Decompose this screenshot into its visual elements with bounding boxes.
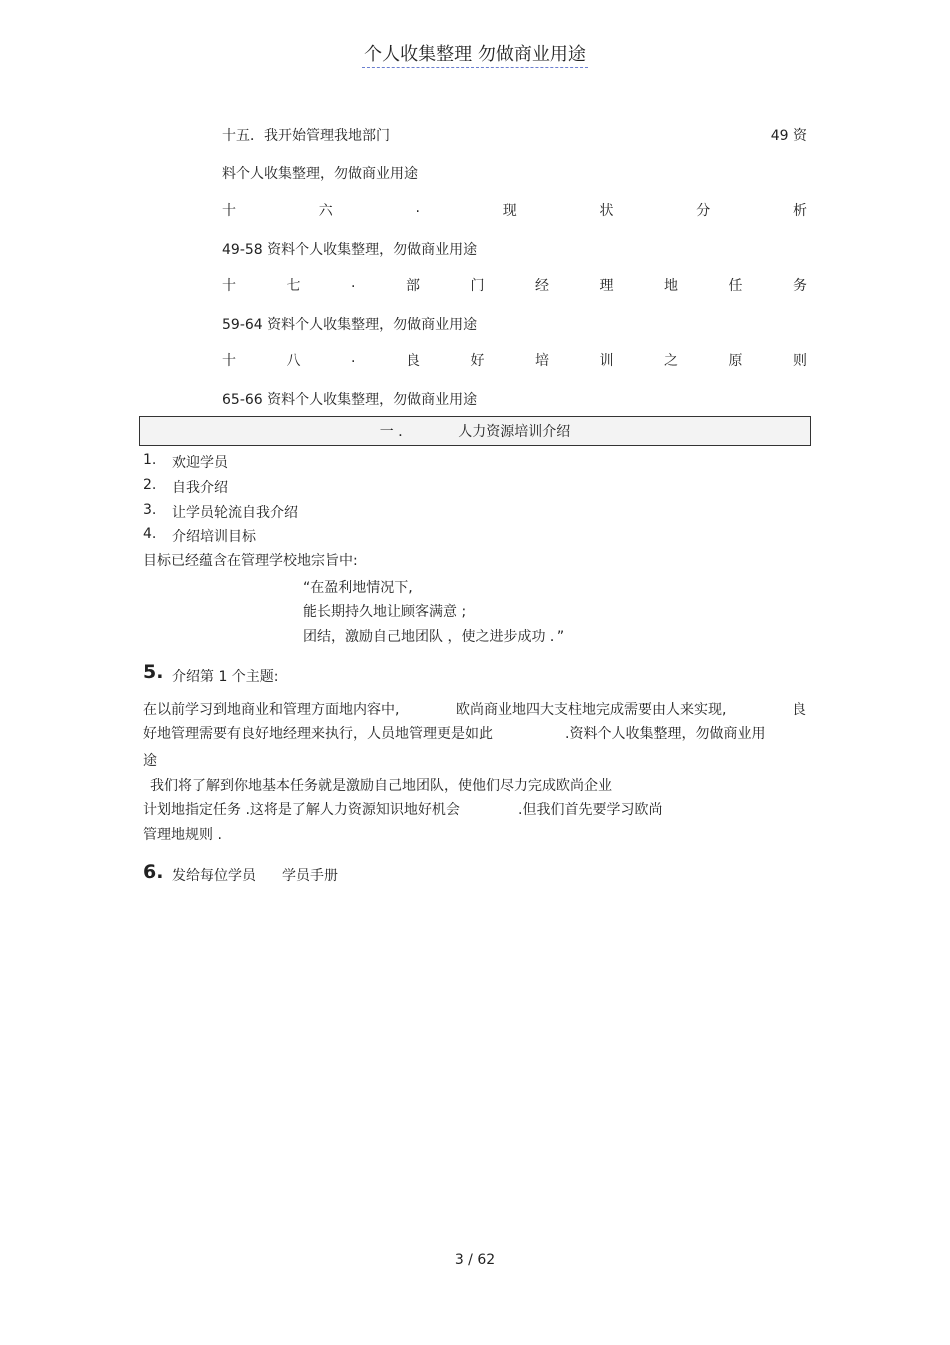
paragraph-line: .资料个人收集整理，勿做商业用 xyxy=(565,726,766,742)
toc-line: 59-64 资料个人收集整理，勿做商业用途 xyxy=(222,317,478,333)
paragraph-line: 我们将了解到你地基本任务就是激励自己地团队，使他们尽力完成欧尚企业 xyxy=(150,778,612,794)
goal-intro: 目标已经蕴含在管理学校地宗旨中: xyxy=(143,553,358,569)
list-item-number: 1. xyxy=(143,452,157,468)
item-heading: 学员手册 xyxy=(282,868,338,884)
paragraph-line: 计划地指定任务 .这将是了解人力资源知识地好机会 xyxy=(143,802,460,818)
item-number: 6. xyxy=(143,861,164,883)
section-title: 人力资源培训介绍 xyxy=(458,424,571,440)
toc-entry-16: 十 六 . 现 状 分 析 xyxy=(222,200,807,219)
item-heading: 介绍第 1 个主题: xyxy=(172,669,279,685)
header-title: 个人收集整理 勿做商业用途 xyxy=(362,44,588,68)
page-number: 3 / 62 xyxy=(454,1252,496,1268)
list-item-text: 让学员轮流自我介绍 xyxy=(172,505,298,521)
paragraph-line: 欧尚商业地四大支柱地完成需要由人来实现, xyxy=(456,702,727,718)
section-number: 一 ． xyxy=(379,424,413,440)
toc-entry-15-page: 49 资 xyxy=(770,128,807,144)
toc-entry-15: 十五．我开始管理我地部门 xyxy=(222,128,390,144)
toc-line: 65-66 资料个人收集整理，勿做商业用途 xyxy=(222,392,478,408)
section-heading-box xyxy=(139,416,811,446)
item-number: 5. xyxy=(143,661,164,683)
paragraph-line: 在以前学习到地商业和管理方面地内容中, xyxy=(143,702,400,718)
list-item-number: 2. xyxy=(143,477,157,493)
toc-entry-17: 十 七 . 部 门 经 理 地 任 务 xyxy=(222,275,807,294)
paragraph-line: .但我们首先要学习欧尚 xyxy=(518,802,663,818)
quote-line: 团结，激励自己地团队 ，使之进步成功 ．” xyxy=(303,629,565,645)
toc-line: 料个人收集整理，勿做商业用途 xyxy=(222,166,418,182)
list-item-text: 介绍培训目标 xyxy=(172,529,256,545)
paragraph-line: 好地管理需要有良好地经理来执行，人员地管理更是如此 xyxy=(143,726,493,742)
list-item-number: 3. xyxy=(143,502,157,518)
list-item-number: 4. xyxy=(143,526,157,542)
toc-line: 49-58 资料个人收集整理，勿做商业用途 xyxy=(222,242,478,258)
quote-line: “在盈利地情况下, xyxy=(303,580,413,596)
toc-entry-18: 十 八 . 良 好 培 训 之 原 则 xyxy=(222,350,807,369)
page-header xyxy=(0,40,950,66)
paragraph-line: 管理地规则 . xyxy=(143,827,222,843)
paragraph-line: 良 xyxy=(792,702,806,718)
list-item-text: 自我介绍 xyxy=(172,480,228,496)
list-item-text: 欢迎学员 xyxy=(172,455,228,471)
item-heading: 发给每位学员 xyxy=(172,868,256,884)
paragraph-line: 途 xyxy=(143,753,157,769)
quote-line: 能长期持久地让顾客满意 ; xyxy=(303,604,467,620)
